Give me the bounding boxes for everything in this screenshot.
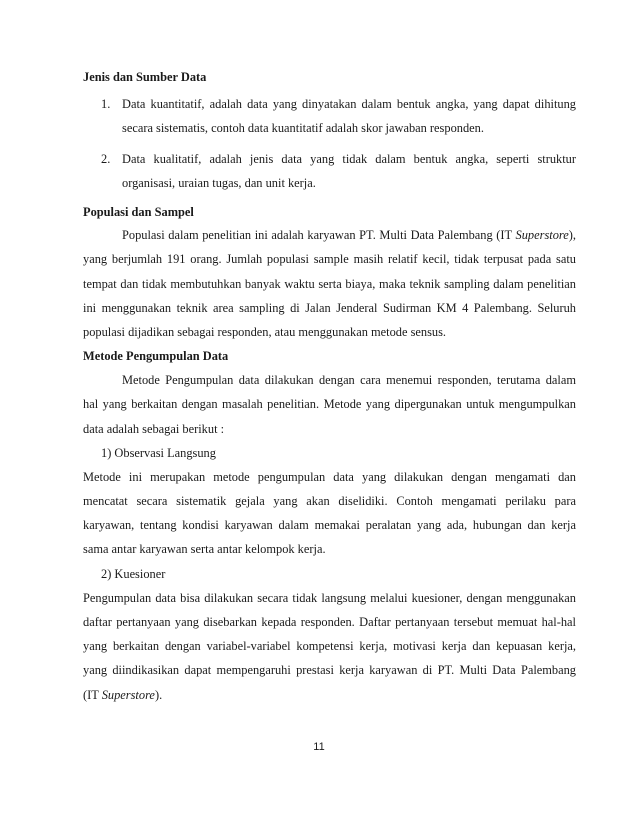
populasi-line-1-end: ), [568, 228, 576, 242]
kuesioner-line-4: yang diindikasikan dapat mempengaruhi prestasi kerja karyawan di PT. Multi Data Palembang [83, 663, 576, 677]
observasi-line-3: karyawan, tentang kondisi karyawan dalam memakai peralatan yang ada, hubungan dan kerja [83, 518, 576, 532]
kuesioner-line-1: Pengumpulan data bisa dilakukan secara tidak langsung melalui kuesioner, dengan menggunakan [83, 591, 576, 605]
metode-line-1: Metode Pengumpulan data dilakukan dengan cara menemui responden, terutama dalam [122, 373, 576, 387]
kuesioner-line-5 [83, 688, 162, 703]
list-item-2-line-1: Data kualitatif, adalah jenis data yang tidak dalam bentuk angka, seperti struktur [122, 152, 576, 166]
superstore-emphasis-2: Superstore [101, 688, 155, 702]
list-number-2: 2. [101, 152, 111, 166]
populasi-line-4: ini menggunakan teknik area sampling di Jalan Jenderal Sudirman KM 4 Palembang. Seluruh [83, 301, 576, 315]
list-item-1-line-1: Data kuantitatif, adalah data yang dinyatakan dalam bentuk angka, yang dapat dihitung [122, 97, 576, 111]
list-item-1-line-2: secara sistematis, contoh data kuantitatif adalah skor jawaban responden. [122, 121, 484, 135]
list-number-1: 1. [101, 97, 111, 111]
populasi-line-5: populasi dijadikan sebagai responden, atau menggunakan metode sensus. [83, 325, 447, 339]
metode-line-2: hal yang berkaitan dengan masalah penelitian. Metode yang dipergunakan untuk mengumpulkan [83, 397, 576, 411]
kuesioner-line-5-text: (IT [83, 688, 102, 702]
subheading-kuesioner: 2) Kuesioner [101, 567, 166, 581]
kuesioner-line-2: daftar pertanyaan yang disebarkan kepada responden. Daftar pertanyaan tersebut memuat hal-hal [83, 615, 576, 629]
metode-line-3: data adalah sebagai berikut : [83, 422, 225, 436]
heading-populasi-sampel: Populasi dan Sampel [83, 205, 194, 219]
populasi-line-2: yang berjumlah 191 orang. Jumlah populasi sample masih relatif kecil, tidak terpusat pada satu [83, 252, 576, 266]
kuesioner-line-5-end: ). [154, 688, 163, 702]
observasi-line-4: sama antar karyawan serta antar kelompok kerja. [83, 542, 326, 556]
superstore-emphasis: Superstore [515, 228, 569, 242]
heading-jenis-sumber-data: Jenis dan Sumber Data [83, 70, 207, 84]
list-item-2-line-2: organisasi, uraian tugas, dan unit kerja. [122, 176, 316, 190]
observasi-line-2: mencatat secara sistematik gejala yang akan diselidiki. Contoh mengamati perilaku para [83, 494, 576, 508]
page-number: 11 [313, 741, 325, 753]
populasi-line-3: tempat dan tidak membutuhkan banyak waktu serta biaya, maka teknik sampling dalam penelitian [83, 277, 576, 291]
subheading-observasi: 1) Observasi Langsung [101, 446, 216, 460]
populasi-line-1 [122, 228, 576, 243]
heading-metode-pengumpulan: Metode Pengumpulan Data [83, 349, 229, 363]
kuesioner-line-3: yang berkaitan dengan variabel-variabel kompetensi kerja, motivasi kerja dan kepuasan kerja, [83, 639, 576, 653]
populasi-line-1-text: Populasi dalam penelitian ini adalah karyawan PT. Multi Data Palembang (IT [122, 228, 516, 242]
observasi-line-1: Metode ini merupakan metode pengumpulan data yang dilakukan dengan mengamati dan [83, 470, 576, 484]
